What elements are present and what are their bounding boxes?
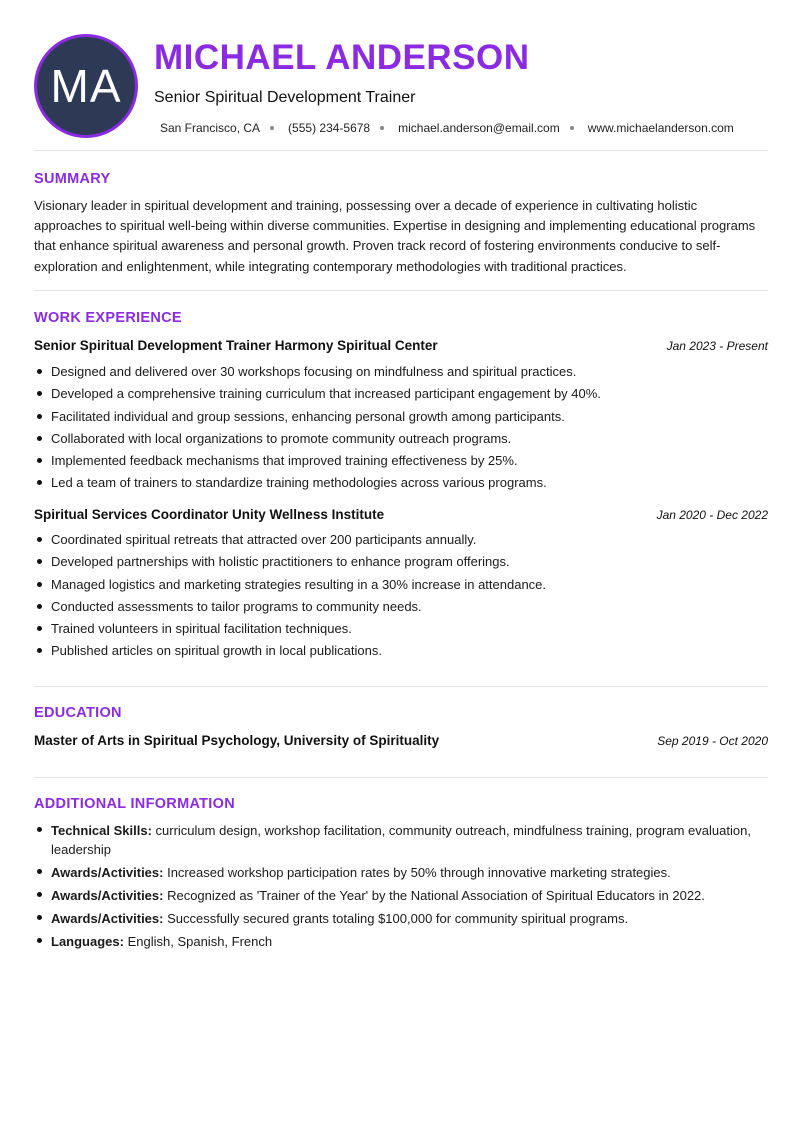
separator-dot-icon xyxy=(570,126,574,130)
divider xyxy=(34,686,768,687)
list-item: Conducted assessments to tailor programs to community needs. xyxy=(34,598,768,615)
education-date: Sep 2019 - Oct 2020 xyxy=(657,734,768,748)
list-item: Led a team of trainers to standardize training methodologies across various programs. xyxy=(34,474,768,491)
item-text: English, Spanish, French xyxy=(123,934,273,949)
education-header xyxy=(34,733,768,751)
item-text: Increased workshop participation rates by 50% through innovative marketing strategies. xyxy=(163,865,671,880)
candidate-role: Senior Spiritual Development Trainer xyxy=(154,89,416,106)
list-item xyxy=(34,932,768,951)
avatar: MA xyxy=(34,34,138,138)
summary-text: Visionary leader in spiritual development and training, possessing over a decade of experience in cultivating holistic approaches to spiritual well-being within diverse communities. Expertise in designing and implementing educational programs that enhance spiritual awareness and personal growth. Proven track record of fostering environments conducive to self-exploration and enlightenment, while integrating contemporary methodologies with traditional practices. xyxy=(34,198,756,274)
contact-line xyxy=(160,121,734,135)
resume-header xyxy=(34,34,768,138)
divider xyxy=(34,777,768,778)
item-label: Awards/Activities: xyxy=(51,911,164,926)
section-title-education: EDUCATION xyxy=(34,705,122,721)
job-bullets xyxy=(34,363,768,497)
contact-website[interactable]: www.michaelanderson.com xyxy=(587,121,734,135)
degree-title: Master of Arts in Spiritual Psychology, University of Spirituality xyxy=(34,733,440,748)
divider xyxy=(34,290,768,291)
list-item xyxy=(34,909,768,928)
list-item: Collaborated with local organizations to promote community outreach programs. xyxy=(34,430,768,447)
separator-dot-icon xyxy=(270,126,274,130)
section-title-additional: ADDITIONAL INFORMATION xyxy=(34,796,235,812)
job-title: Spiritual Services Coordinator Unity Wellness Institute xyxy=(34,507,385,522)
contact-location: San Francisco, CA xyxy=(160,121,261,135)
list-item: Facilitated individual and group sessions, enhancing personal growth among participants. xyxy=(34,408,768,425)
item-text: Successfully secured grants totaling $100,000 for community spiritual programs. xyxy=(163,911,629,926)
job-bullets xyxy=(34,531,768,665)
item-label: Languages: xyxy=(51,934,124,949)
list-item xyxy=(34,863,768,882)
list-item xyxy=(34,821,768,859)
section-title-summary: SUMMARY xyxy=(34,171,111,187)
job-date: Jan 2023 - Present xyxy=(666,339,768,353)
separator-dot-icon xyxy=(380,126,384,130)
list-item: Published articles on spiritual growth in local publications. xyxy=(34,642,768,659)
list-item: Designed and delivered over 30 workshops focusing on mindfulness and spiritual practices. xyxy=(34,363,768,380)
list-item xyxy=(34,886,768,905)
item-label: Technical Skills: xyxy=(51,823,152,838)
divider xyxy=(34,150,768,151)
list-item: Developed partnerships with holistic practitioners to enhance program offerings. xyxy=(34,553,768,570)
item-label: Awards/Activities: xyxy=(51,888,164,903)
contact-email[interactable]: michael.anderson@email.com xyxy=(398,121,560,135)
item-label: Awards/Activities: xyxy=(51,865,164,880)
job-date: Jan 2020 - Dec 2022 xyxy=(656,508,768,522)
job-title: Senior Spiritual Development Trainer Harmony Spiritual Center xyxy=(34,338,438,353)
list-item: Managed logistics and marketing strategies resulting in a 30% increase in attendance. xyxy=(34,576,768,593)
item-text: curriculum design, workshop facilitation, community outreach, mindfulness training, program evaluation, leadership xyxy=(51,823,751,857)
list-item: Coordinated spiritual retreats that attracted over 200 participants annually. xyxy=(34,531,768,548)
job-header xyxy=(34,507,768,525)
additional-list xyxy=(34,821,768,955)
list-item: Trained volunteers in spiritual facilitation techniques. xyxy=(34,620,768,637)
section-title-experience: WORK EXPERIENCE xyxy=(34,310,182,326)
list-item: Developed a comprehensive training curriculum that increased participant engagement by 40%. xyxy=(34,385,768,402)
list-item: Implemented feedback mechanisms that improved training effectiveness by 25%. xyxy=(34,452,768,469)
job-header xyxy=(34,338,768,356)
candidate-name: MICHAEL ANDERSON xyxy=(154,38,530,77)
item-text: Recognized as 'Trainer of the Year' by the National Association of Spiritual Educators in 2022. xyxy=(163,888,705,903)
contact-phone[interactable]: (555) 234-5678 xyxy=(288,121,371,135)
